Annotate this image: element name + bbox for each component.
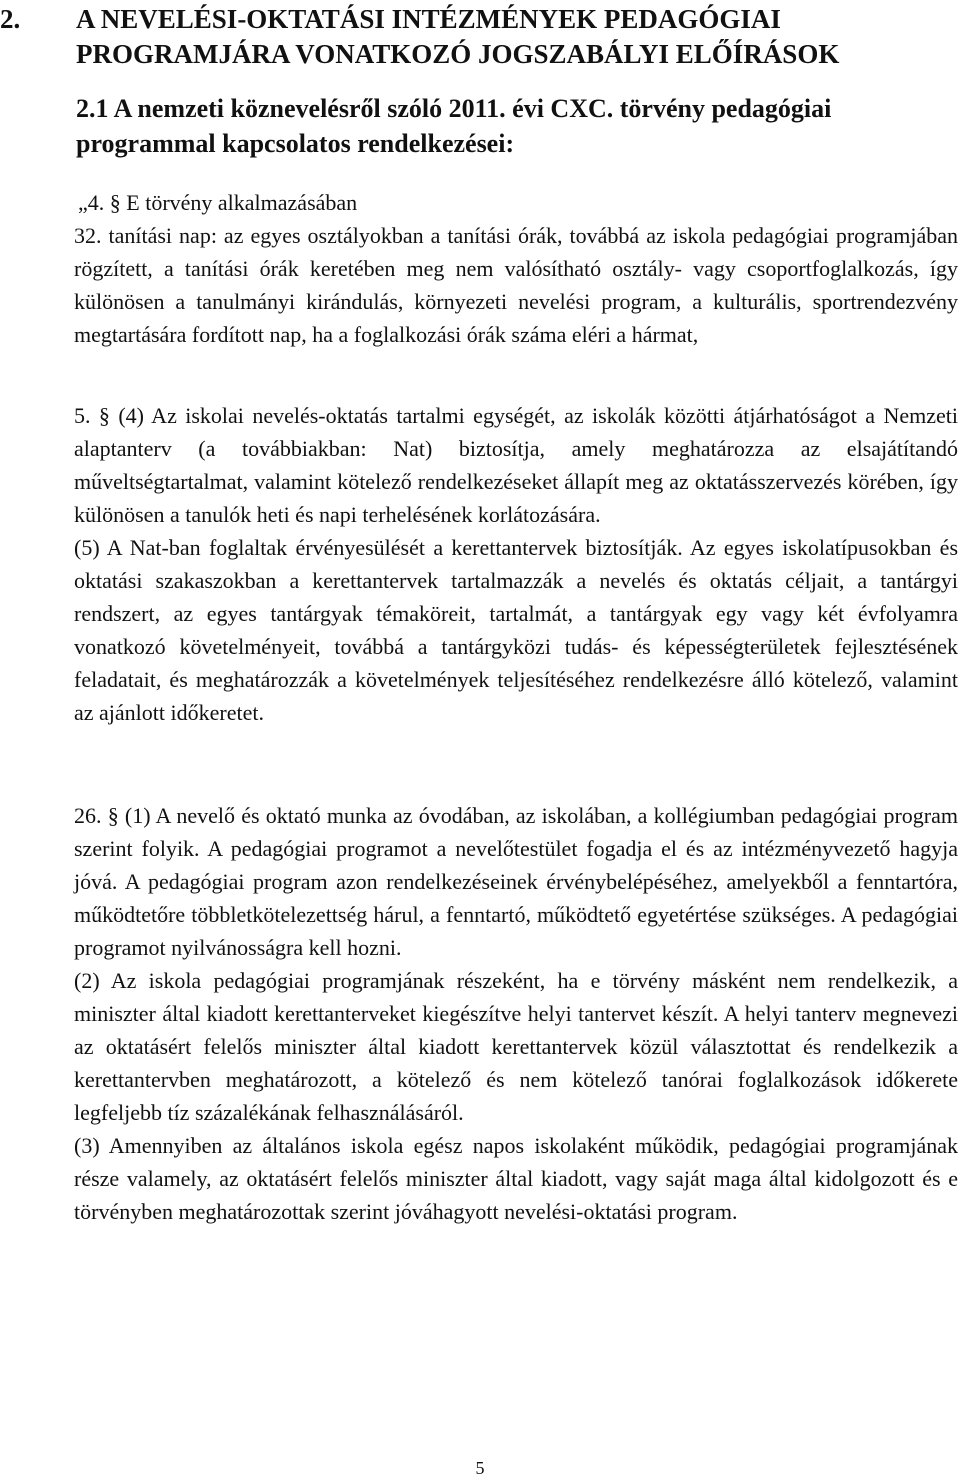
paragraph-26-1: 26. § (1) A nevelő és oktató munka az óvodában, az iskolában, a kollégiumban pedagógiai program szerint folyik. A pedagógiai programot a nevelőtestület fogadja el és az intézményvezető hagyja jóvá. A pedagógiai program azon rendelkezéseinek érvénybelépéséhez, amelyekből a fenntartóra, működtetőre többletkötelezettség hárul, a fenntartó, működtető egyetértése szükséges. A pedagógiai programot nyilvánosságra kell hozni. [74,803,958,960]
chapter-title: A NEVELÉSI-OKTATÁSI INTÉZMÉNYEK PEDAGÓGIAI PROGRAMJÁRA VONATKOZÓ JOGSZABÁLYI ELŐÍRÁSOK [76,4,840,69]
paragraph-5-5: (5) A Nat-ban foglaltak érvényesülését a kerettantervek biztosítják. Az egyes iskolatípusokban és oktatási szakaszokban a kerettantervek tartalmazzák a nevelés és oktatás céljait, a tantárgyi rendszert, az egyes tantárgyak témaköreit, tartalmát, a tantárgyak egy vagy két évfolyamra vonatkozó követelményeit, továbbá a tantárgyközi tudás- és képességterületek fejlesztésének feladatait, és meghatározzák a követelmények teljesítéséhez rendelkezésre álló kötelező, valamint az ajánlott időkeretet. [74,535,958,725]
paragraph-5-4: 5. § (4) Az iskolai nevelés-oktatás tartalmi egységét, az iskolák közötti átjárhatóságot a Nemzeti alaptanterv (a továbbiakban: Nat) biztosítja, amely meghatározza az elsajátítandó műveltségtartalmat, valamint kötelező rendelkezéseket állapít meg az oktatásszervezés körében, így különösen a tanulók heti és napi terhelésének korlátozására. [74,403,958,527]
section-5-block [74,399,958,729]
paragraph-26-3: (3) Amennyiben az általános iskola egész napos iskolaként működik, pedagógiai programjának része valamely, az oktatásért felelős miniszter által kiadott, vagy saját maga által kidolgozott és e törvényben meghatározottak szerint jóváhagyott nevelési-oktatási program. [74,1133,958,1224]
paragraph-26-2: (2) Az iskola pedagógiai programjának részeként, ha e törvény másként nem rendelkezik, a miniszter által kiadott kerettanterveket kiegészítve helyi tantervet készít. A helyi tanterv megnevezi az oktatásért felelős miniszter által kiadott kerettantervek közül választottat és rendelkezik a kerettantervben meghatározott, a kötelező és nem kötelező tanórai foglalkozások időkerete legfeljebb tíz százalékának felhasználásáról. [74,968,958,1125]
intro-line: „4. § E törvény alkalmazásában [78,190,358,215]
section-26-block [74,799,958,1228]
paragraph-32: 32. tanítási nap: az egyes osztályokban a tanítási órák, továbbá az iskola pedagógiai programjában rögzített, a tanítási órák keretében meg nem valósítható osztály- vagy csoportfoglalkozás, így különösen a tanulmányi kirándulás, környezeti nevelési program, a kulturális, sportrendezvény megtartására fordított nap, ha a foglalkozási órák száma eléri a hármat, [74,223,958,347]
chapter-number: 2. [0,4,21,34]
page-number: 5 [475,1458,485,1478]
intro-block [74,186,958,351]
section-heading: 2.1 A nemzeti köznevelésről szóló 2011. évi CXC. törvény pedagógiai programmal kapcsolatos rendelkezései: [76,94,832,158]
